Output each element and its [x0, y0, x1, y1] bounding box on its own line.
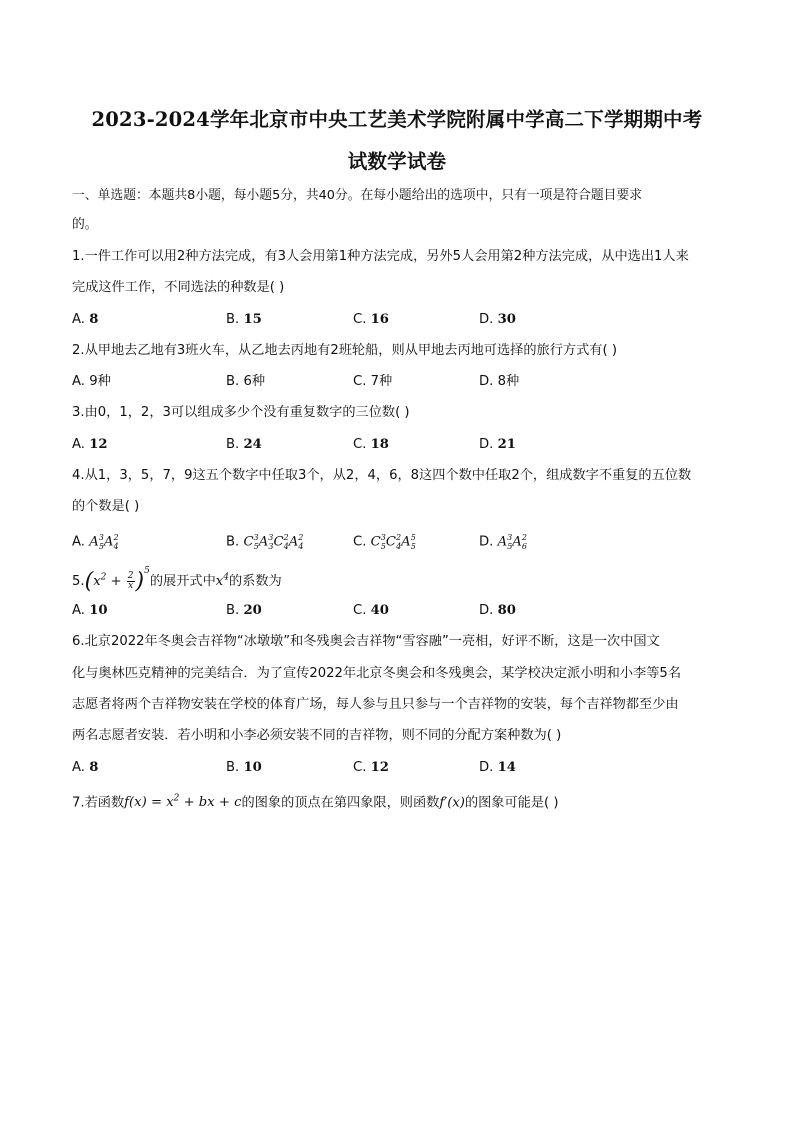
option-label: A. — [72, 760, 85, 775]
question-number: 5. — [72, 574, 85, 589]
question-5-option-b — [226, 602, 262, 620]
option-value: 12 — [370, 760, 389, 775]
power-term: $x^4$ — [215, 572, 229, 589]
option-value: 8 — [89, 760, 99, 775]
option-label: A. — [72, 437, 85, 452]
question-3-option-d — [479, 436, 516, 454]
option-value: 8种 — [497, 374, 520, 389]
question-4-option-c — [353, 529, 416, 556]
question-2-option-d — [479, 373, 519, 391]
option-value: 7种 — [370, 374, 393, 389]
question-4-option-d — [479, 529, 527, 556]
question-1-option-c — [353, 311, 389, 329]
option-value: 16 — [370, 312, 389, 327]
option-value: 6种 — [243, 374, 266, 389]
option-value: 8 — [89, 312, 99, 327]
option-value: 18 — [370, 437, 389, 452]
option-label: A. — [72, 374, 85, 389]
option-value: 15 — [243, 312, 262, 327]
option-label: A. — [72, 603, 85, 618]
question-4-text-continued: 的个数是( ) — [72, 499, 140, 514]
option-label: C. — [353, 312, 367, 327]
option-value: 24 — [243, 437, 262, 452]
question-6-option-b — [226, 759, 262, 777]
page-title: 2023-2024学年北京市中央工艺美术学院附属中学高二下学期期中考 — [91, 108, 703, 131]
question-7-text — [72, 790, 559, 812]
option-label: B. — [226, 312, 240, 327]
option-label: D. — [479, 603, 494, 618]
option-formula: $A^3_5A^2_6$ — [497, 533, 527, 552]
question-5-text-end: 的系数为 — [228, 574, 282, 589]
question-5-text-middle: 的展开式中 — [149, 574, 216, 589]
question-6-text-continued: 志愿者将两个吉祥物安装在学校的体育广场，每人参与且只参与一个吉祥物的安装，每个吉祥物都至少由 — [72, 697, 679, 712]
question-7-text-middle: 的图象的顶点在第四象限，则函数 — [241, 795, 440, 811]
option-value: 80 — [497, 603, 516, 618]
option-label: C. — [353, 603, 367, 618]
option-label: D. — [479, 760, 494, 775]
option-label: C. — [353, 374, 367, 389]
section-instructions-continued: 的。 — [72, 217, 98, 232]
question-2-text: 2.从甲地去乙地有3班火车，从乙地去丙地有2班轮船，则从甲地去丙地可选择的旅行方式有( ) — [72, 343, 617, 358]
question-4-text: 4.从1，3，5，7，9这五个数字中任取3个，从2，4，6，8这四个数中任取2个，组成数字不重复的五位数 — [72, 468, 692, 483]
section-instructions: 一、单选题：本题共8小题，每小题5分，共40分。在每小题给出的选项中，只有一项是符合题目要求 — [72, 188, 643, 203]
question-1-option-b — [226, 311, 262, 329]
question-7-text-start: 7.若函数 — [72, 795, 125, 811]
option-value: 21 — [497, 437, 516, 452]
question-3-text: 3.由0，1，2，3可以组成多少个没有重复数字的三位数( ) — [72, 405, 410, 420]
option-value: 30 — [497, 312, 516, 327]
option-formula: $C^3_5C^2_4A^5_5$ — [370, 533, 416, 552]
question-1-text: 1.一件工作可以用2种方法完成，有3人会用第1种方法完成，另外5人会用第2种方法完成，从中选出1人来 — [72, 249, 689, 264]
option-value: 12 — [89, 437, 108, 452]
option-label: D. — [479, 437, 494, 452]
option-label: C. — [353, 437, 367, 452]
option-formula: $C^3_5A^3_3C^2_4A^2_4$ — [243, 533, 304, 552]
page-title-continued: 试数学试卷 — [347, 150, 447, 173]
question-4-option-b — [226, 529, 303, 556]
question-2-option-c — [353, 373, 392, 391]
question-6-text-continued: 两名志愿者安装．若小明和小李必须安装不同的吉祥物，则不同的分配方案种数为( ) — [72, 728, 562, 743]
question-7-text-end: 的图象可能是( ) — [464, 795, 559, 811]
question-1-option-a — [72, 311, 98, 329]
option-value: 10 — [243, 760, 262, 775]
question-3-option-a — [72, 436, 108, 454]
question-6-option-c — [353, 759, 389, 777]
option-label: B. — [226, 603, 240, 618]
question-5-option-d — [479, 602, 516, 620]
question-6-option-d — [479, 759, 516, 777]
question-2-option-a — [72, 373, 111, 391]
question-4-option-a — [72, 529, 119, 556]
question-1-text-continued: 完成这件工作，不同选法的种数是( ) — [72, 280, 285, 295]
question-3-option-b — [226, 436, 262, 454]
option-label: C. — [353, 534, 367, 550]
option-label: B. — [226, 437, 240, 452]
option-label: A. — [72, 312, 85, 327]
option-label: D. — [479, 374, 494, 389]
option-value: 10 — [89, 603, 108, 618]
question-5-option-c — [353, 602, 389, 620]
option-label: D. — [479, 534, 494, 550]
question-6-text: 6.北京2022年冬奥会吉祥物“冰墩墩”和冬残奥会吉祥物“雪容融”一亮相，好评不断，这是一次中国文 — [72, 634, 660, 649]
option-label: B. — [226, 374, 240, 389]
question-5-text — [72, 562, 282, 594]
option-label: D. — [479, 312, 494, 327]
option-value: 20 — [243, 603, 262, 618]
binomial-formula: ($x^2$ + $\frac{2}{x}$ )$^5$ — [84, 566, 150, 594]
option-label: C. — [353, 760, 367, 775]
option-label: B. — [226, 534, 240, 550]
function-formula: $f(x) = x^2$ + bx + c — [124, 794, 242, 811]
question-6-option-a — [72, 759, 98, 777]
derivative-formula: f′(x) — [439, 795, 465, 811]
option-value: 9种 — [89, 374, 111, 389]
question-1-option-d — [479, 311, 516, 329]
option-value: 14 — [497, 760, 516, 775]
option-label: B. — [226, 760, 240, 775]
option-label: A. — [72, 534, 85, 550]
option-value: 40 — [370, 603, 389, 618]
question-6-text-continued: 化与奥林匹克精神的完美结合．为了宣传2022年北京冬奥会和冬残奥会，某学校决定派小明和小李等5名 — [72, 666, 682, 681]
question-3-option-c — [353, 436, 389, 454]
option-formula: $A^3_5A^2_4$ — [89, 533, 119, 552]
question-5-option-a — [72, 602, 108, 620]
question-2-option-b — [226, 373, 265, 391]
